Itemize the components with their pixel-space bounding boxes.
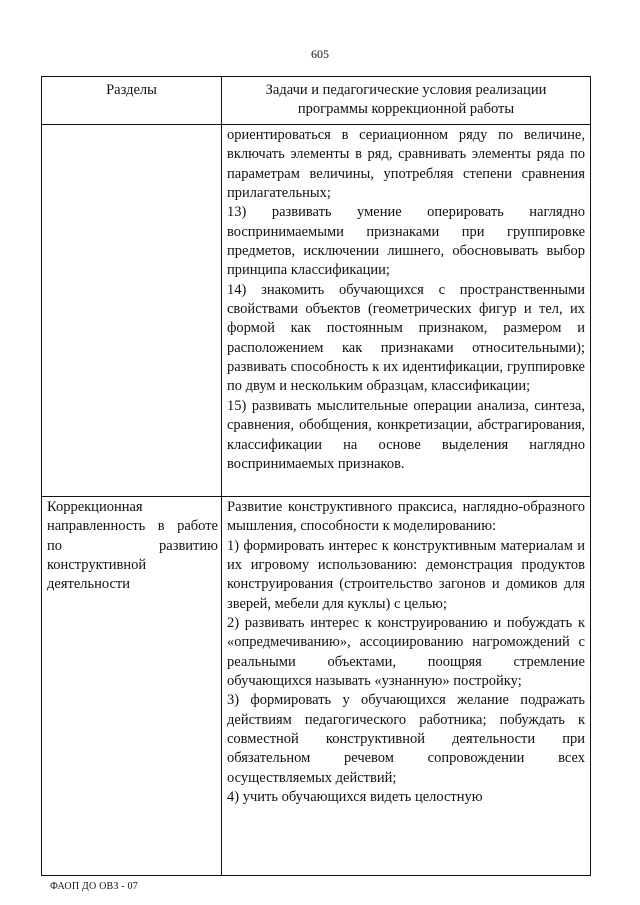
task-paragraph: 14) знакомить обучающихся с пространственными свойствами объектов (геометрических фигур и тел, их формой как постоянным признаком, размером и расположением как признаками относительными); развивать способность к их идентификации, группировке по двум и нескольким образцам, классификации; [227, 281, 585, 395]
task-paragraph: 3) формировать у обучающихся желание подражать действиям педагогического работника; побуждать к совместной конструктивной деятельности при обязательном речевом сопровождении всех осуществляемых действий; [227, 692, 585, 786]
task-paragraph: 4) учить обучающихся видеть целостную [227, 789, 483, 806]
section-cell [42, 125, 222, 497]
table-row [42, 125, 591, 497]
page-number: 605 [311, 47, 329, 61]
tasks-cell [222, 497, 591, 876]
table-header-row [42, 77, 591, 125]
task-paragraph: ориентироваться в сериационном ряду по величине, включать элементы в ряд, сравнивать элементы ряда по параметрам величины, употребляя степени сравнения прилагательных; [227, 127, 585, 202]
table-row [42, 497, 591, 876]
footer-code: ФАОП ДО ОВЗ - 07 [50, 881, 138, 892]
program-table [41, 76, 591, 876]
task-paragraph: 13) развивать умение оперировать наглядно воспринимаемыми признаками при группировке предметов, исключении лишнего, обосновывать выбор принципа классификации; [227, 204, 585, 279]
header-sections: Разделы [42, 77, 222, 125]
task-paragraph: 15) развивать мыслительные операции анализа, синтеза, сравнения, обобщения, конкретизации, абстрагирования, классификации на основе выделения наглядно воспринимаемых признаков. [227, 397, 585, 472]
tasks-cell [222, 125, 591, 497]
task-paragraph: 1) формировать интерес к конструктивным материалам и их игровому использованию: демонстрация продуктов конструирования (строительство загонов и домиков для зверей, мебели для куклы) с целью; [227, 537, 585, 612]
task-paragraph: Развитие конструктивного праксиса, наглядно-образного мышления, способности к моделированию: [227, 499, 585, 535]
header-tasks: Задачи и педагогические условия реализации программы коррекционной работы [222, 77, 591, 125]
task-paragraph: 2) развивать интерес к конструированию и побуждать к «опредмечиванию», ассоциированию нагромождений с реальными объектами, поощряя стремление обучающихся называть «узнанную» постройку; [227, 615, 585, 690]
section-label: Коррекционная направленность в работе по развитию конструктивной деятельности [47, 499, 218, 593]
section-cell [42, 497, 222, 876]
